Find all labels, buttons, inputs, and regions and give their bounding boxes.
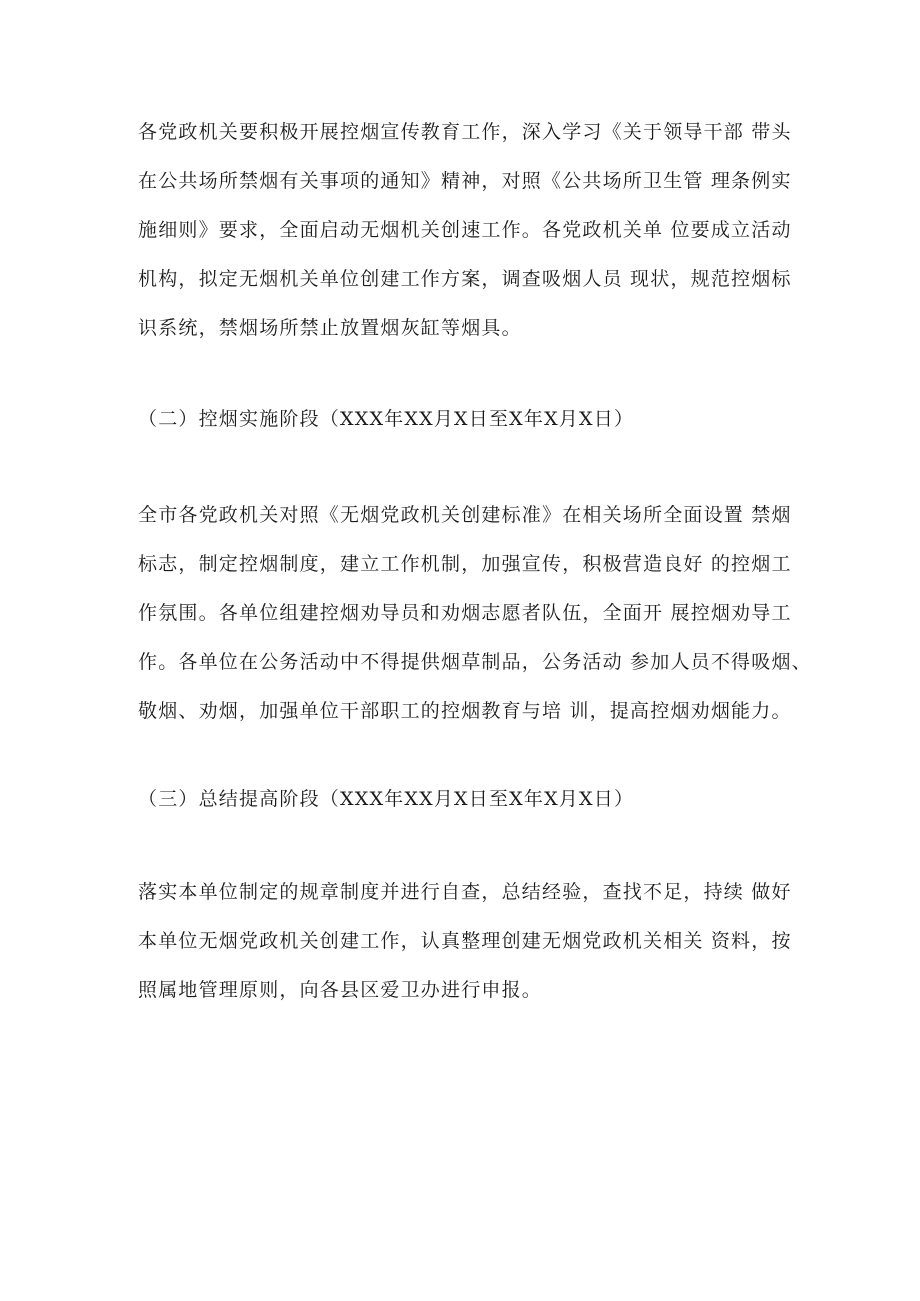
paragraph-implementation-stage	[138, 491, 812, 736]
paragraph-preparation-stage	[138, 108, 798, 353]
paragraph-line: 识系统，禁烟场所禁止放置烟灰缸等烟具。	[138, 317, 522, 339]
paragraph-line: 全市各党政机关对照《无烟党政机关创建标准》在相关场所全面设置 禁烟	[138, 504, 792, 526]
paragraph-line: 作氛围。各单位组建控烟劝导员和劝烟志愿者队伍，全面开 展控烟劝导工	[138, 602, 792, 624]
paragraph-line: 敬烟、劝烟，加强单位干部职工的控烟教育与培 训，提高控烟劝烟能力。	[138, 700, 792, 722]
paragraph-line: 照属地管理原则，向各县区爱卫办进行申报。	[138, 979, 543, 1001]
paragraph-summary-stage	[138, 868, 798, 1015]
section-heading-text: （二）控烟实施阶段（XXX年XX月X日至X年X月X日）	[138, 408, 635, 430]
section-heading-implementation	[138, 397, 798, 441]
paragraph-line: 本单位无烟党政机关创建工作，认真整理创建无烟党政机关相关 资料，按	[138, 930, 792, 952]
paragraph-line: 在公共场所禁烟有关事项的通知》精神，对照《公共场所卫生管 理条例实	[138, 170, 792, 192]
paragraph-line: 标志，制定控烟制度，建立工作机制，加强宣传，积极营造良好 的控烟工	[138, 553, 792, 575]
paragraph-line: 各党政机关要积极开展控烟宣传教育工作，深入学习《关于领导干部 带头	[138, 121, 792, 143]
paragraph-line: 施细则》要求，全面启动无烟机关创速工作。各党政机关单 位要成立活动	[138, 219, 792, 241]
section-heading-text: （三）总结提高阶段（XXX年XX月X日至X年X月X日）	[138, 788, 635, 810]
paragraph-line: 机构，拟定无烟机关单位创建工作方案，调查吸烟人员 现状，规范控烟标	[138, 268, 792, 290]
section-heading-summary	[138, 777, 798, 821]
paragraph-line: 落实本单位制定的规章制度并进行自查，总结经验，查找不足，持续 做好	[138, 881, 792, 903]
paragraph-line: 作。各单位在公务活动中不得提供烟草制品，公务活动 参加人员不得吸烟、	[138, 651, 812, 673]
